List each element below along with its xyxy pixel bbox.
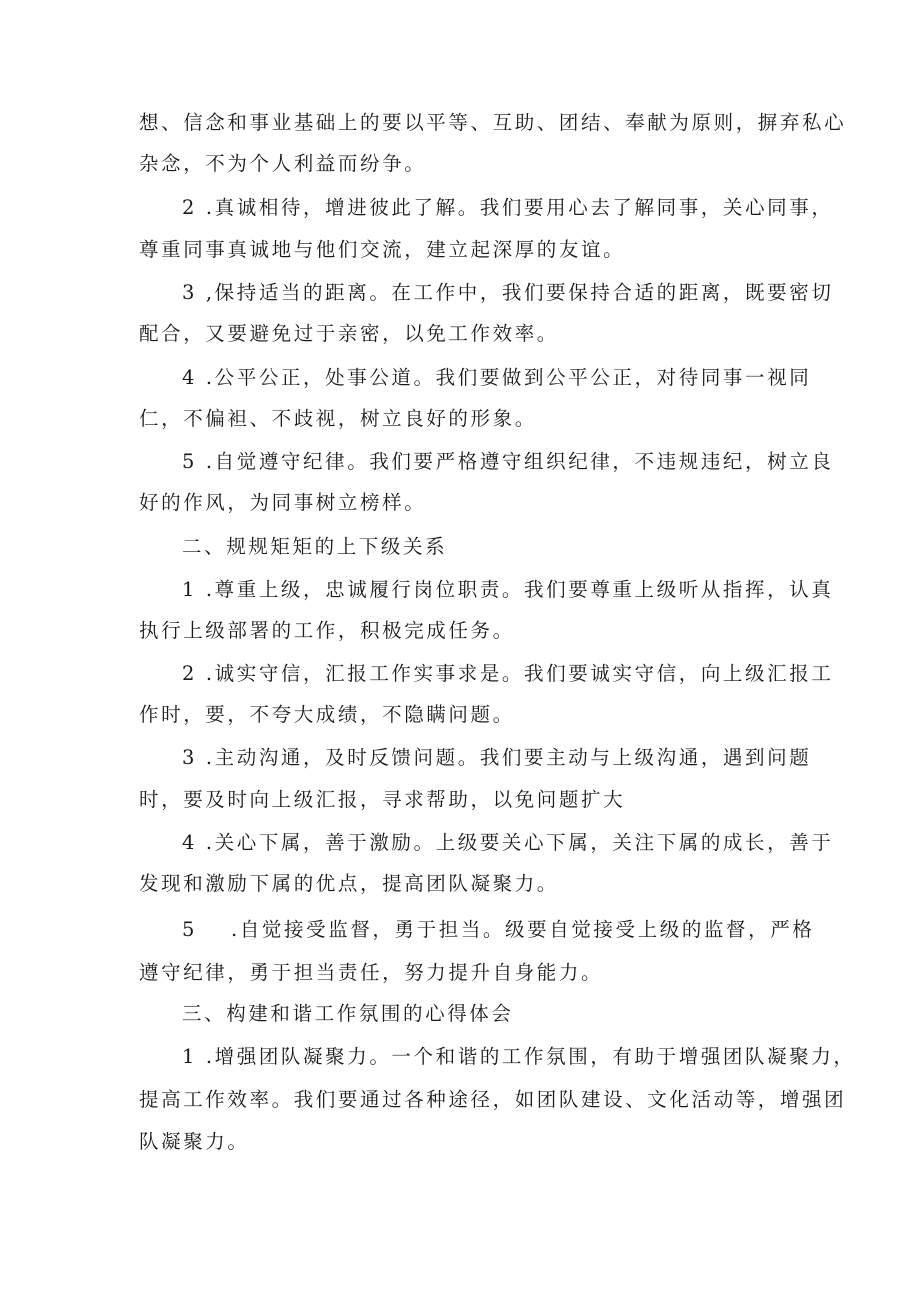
section-heading: 二、规规矩矩的上下级关系 [182, 535, 448, 558]
paragraph-line: 尊重同事真诚地与他们交流，建立起深厚的友谊。 [139, 238, 626, 261]
list-item-first-line [182, 281, 833, 305]
paragraph-line: 发现和激励下属的优点，提高团队凝聚力。 [139, 872, 559, 895]
item-number: 1 [182, 578, 198, 601]
paragraph-line: 杂念，不为个人利益而纷争。 [139, 152, 427, 175]
paragraph-line: 时，要及时向上级汇报，寻求帮助，以免问题扩大 [139, 788, 626, 811]
item-text: .自觉遵守纪律。我们要严格遵守组织纪律，不违规违纪，树立良 [205, 450, 834, 473]
item-text: .自觉接受监督，勇于担当。级要自觉接受上级的监督，严格 [231, 918, 815, 941]
paragraph-line: 配合，又要避免过于亲密，以免工作效率。 [139, 322, 559, 345]
item-text: .主动沟通，及时反馈问题。我们要主动与上级沟通，遇到问题 [205, 746, 812, 769]
list-item-first-line [182, 918, 814, 942]
list-item-first-line [182, 578, 833, 602]
item-number: 1 [182, 1045, 198, 1068]
item-number: 4 [182, 366, 198, 389]
paragraph-line: 想、信念和事业基础上的要以平等、互助、团结、奉献为原则，摒弃私心 [139, 111, 847, 134]
item-text: .真诚相待，增进彼此了解。我们要用心去了解同事，关心同事， [205, 196, 834, 219]
item-number: 5 [182, 450, 198, 473]
list-item-first-line [182, 196, 833, 220]
paragraph-line: 队凝聚力。 [139, 1130, 250, 1153]
item-text: .诚实守信，汇报工作实事求是。我们要诚实守信，向上级汇报工 [205, 662, 834, 685]
paragraph-line: 好的作风，为同事树立榜样。 [139, 491, 427, 514]
item-number: 4 [182, 831, 198, 854]
list-item-first-line [182, 366, 811, 390]
paragraph-line: 仁，不偏袒、不歧视，树立良好的形象。 [139, 407, 537, 430]
item-number: 3 [182, 746, 198, 769]
paragraph-line: 提高工作效率。我们要通过各种途径，如团队建设、文化活动等，增强团 [139, 1088, 847, 1111]
item-text: .关心下属，善于激励。上级要关心下属，关注下属的成长，善于 [205, 831, 834, 854]
item-text: .增强团队凝聚力。一个和谐的工作氛围，有助于增强团队凝聚力， [205, 1045, 856, 1068]
item-number: 3 [182, 281, 198, 304]
item-text: .尊重上级，忠诚履行岗位职责。我们要尊重上级听从指挥，认真 [205, 578, 834, 601]
list-item-first-line [182, 831, 833, 855]
section-heading: 三、构建和谐工作氛围的心得体会 [182, 1002, 514, 1025]
paragraph-line: 执行上级部署的工作，积极完成任务。 [139, 619, 515, 642]
item-text: ,保持适当的距离。在工作中，我们要保持合适的距离，既要密切 [205, 281, 834, 304]
list-item-first-line [182, 450, 833, 474]
item-number: 5 [182, 918, 198, 941]
list-item-first-line [182, 662, 833, 686]
item-number: 2 [182, 662, 198, 685]
paragraph-line: 遵守纪律，勇于担当责任，努力提升自身能力。 [139, 961, 604, 984]
list-item-first-line [182, 1045, 856, 1069]
item-number: 2 [182, 196, 198, 219]
item-text: .公平公正，处事公道。我们要做到公平公正，对待同事一视同 [205, 366, 812, 389]
list-item-first-line [182, 746, 811, 770]
paragraph-line: 作时，要，不夸大成绩，不隐瞒问题。 [139, 703, 515, 726]
